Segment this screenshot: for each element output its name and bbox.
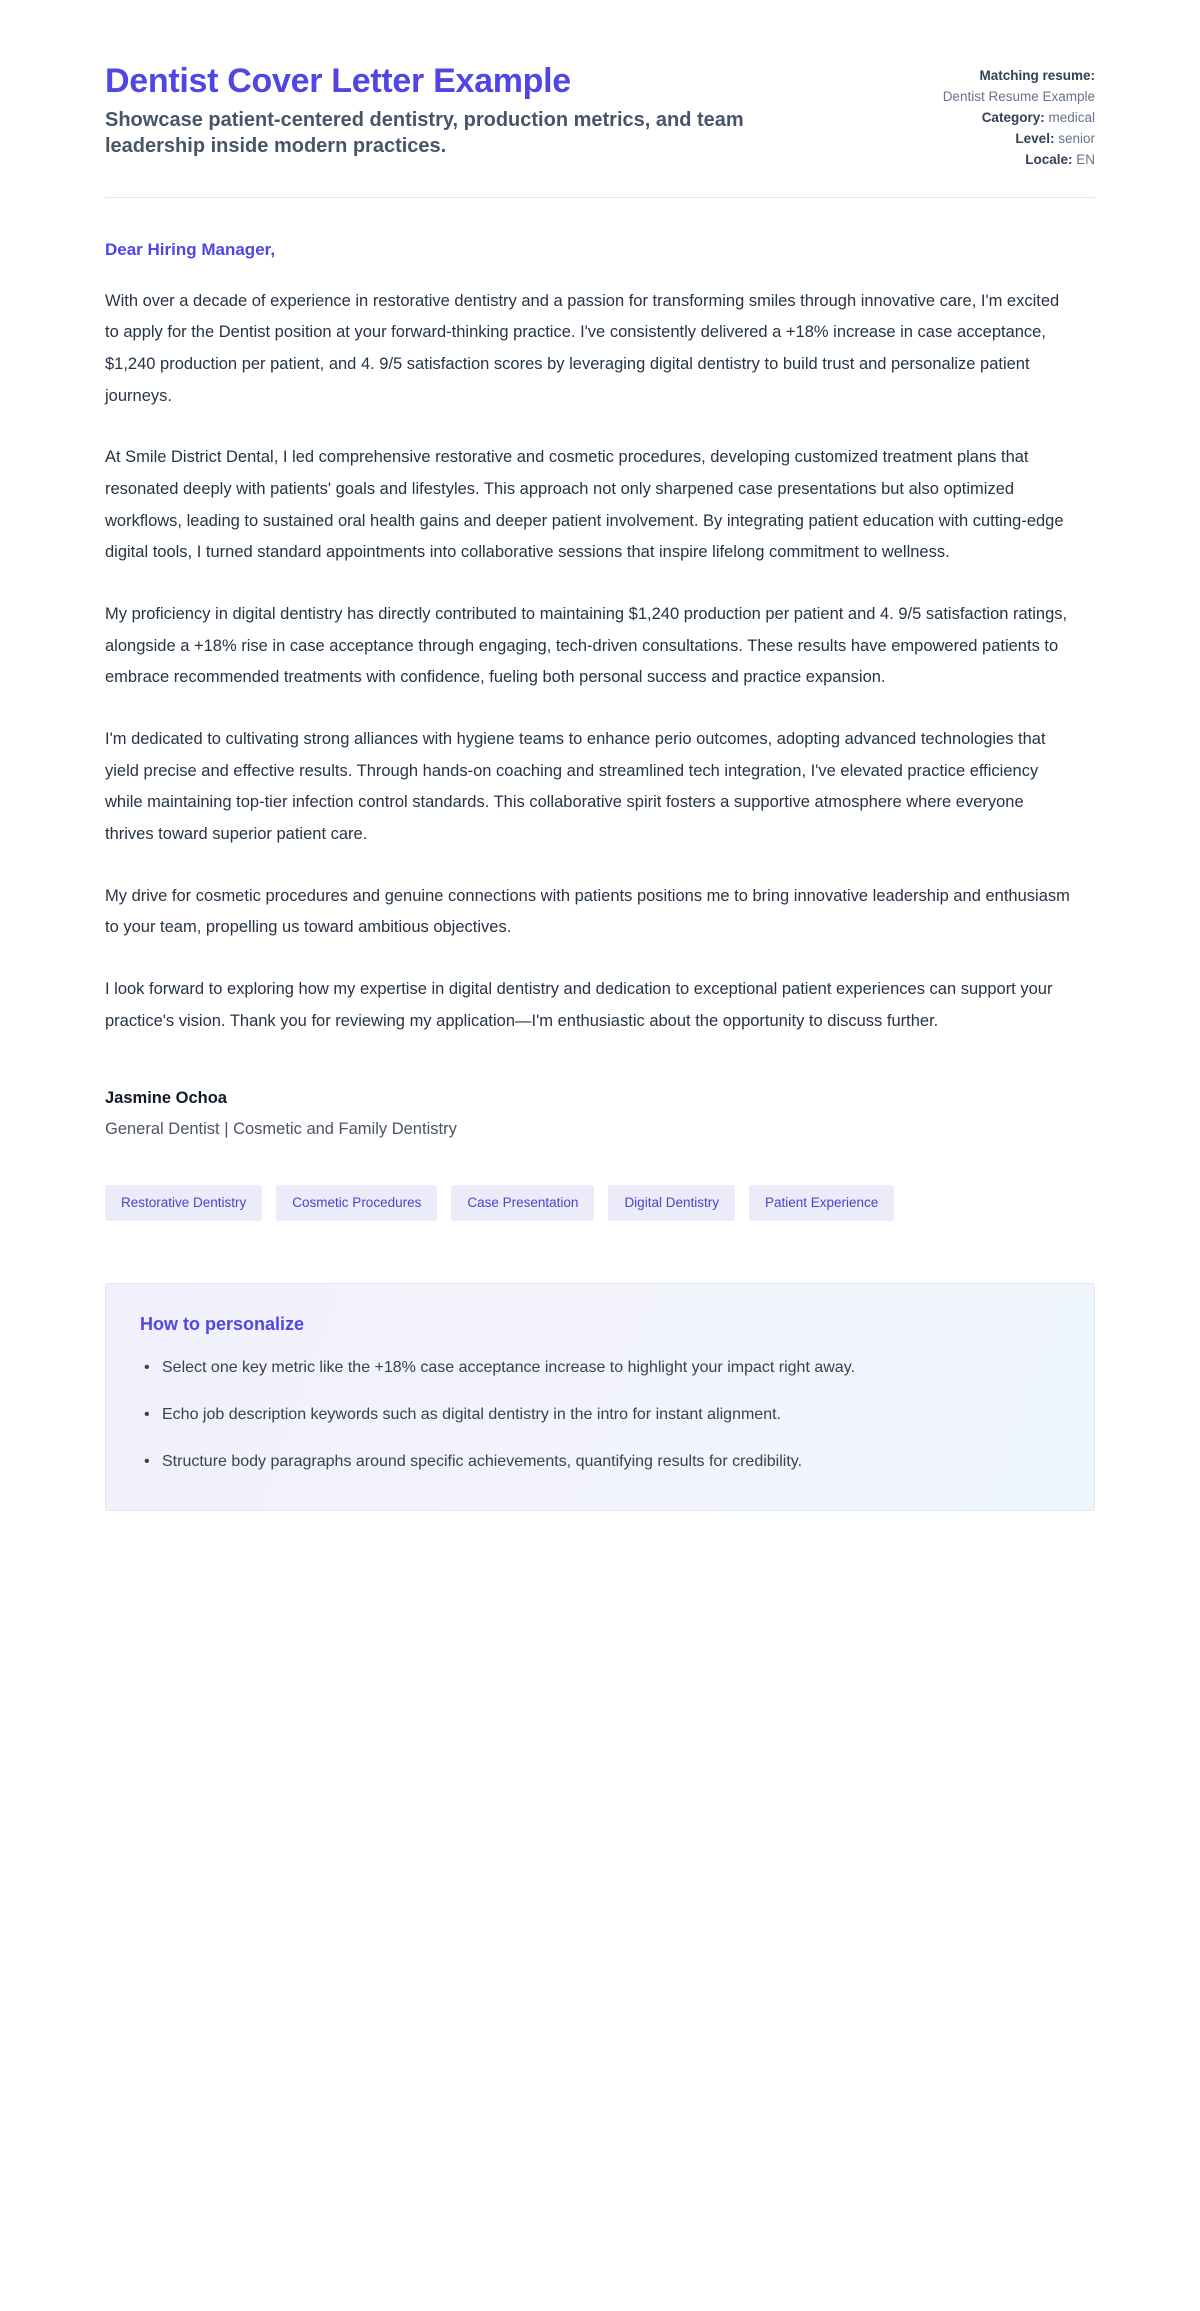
signature-block: [105, 1089, 1095, 1139]
meta-locale-value: EN: [1076, 151, 1095, 167]
letter-paragraph: My proficiency in digital dentistry has directly contributed to maintaining $1,240 production per patient and 4. 9/5 satisfaction ratings, alongside a +18% rise in case acceptance through engaging, tech-driven consultations. These results have empowered patients to embrace recommended treatments with confidence, fueling both personal success and practice expansion.: [105, 604, 1068, 687]
meta-matching-resume: [885, 66, 1095, 87]
meta-category-label: Category:: [981, 109, 1045, 125]
tag-chip[interactable]: Patient Experience: [749, 1185, 894, 1221]
signer-name: Jasmine Ochoa: [105, 1089, 227, 1108]
meta-category: [885, 108, 1095, 129]
tag-list: [105, 1185, 935, 1221]
signer-role: General Dentist | Cosmetic and Family Dentistry: [105, 1120, 457, 1139]
meta-level-value: senior: [1058, 130, 1095, 146]
letter-paragraphs: [105, 286, 1095, 1038]
document-header: [105, 44, 1095, 171]
callout-title: How to personalize: [140, 1313, 305, 1334]
page-subtitle: Showcase patient-centered dentistry, production metrics, and team leadership inside modern practices.: [105, 109, 744, 158]
meta-category-value: medical: [1048, 109, 1095, 125]
callout-list-item: • Structure body paragraphs around specific achievements, quantifying results for credibility.: [162, 1447, 1002, 1476]
callout-list-item: • Echo job description keywords such as digital dentistry in the intro for instant alignment.: [162, 1400, 1002, 1429]
letter-paragraph: I'm dedicated to cultivating strong alliances with hygiene teams to enhance perio outcomes, adopting advanced technologies that yield precise and effective results. Through hands-on coaching and streamlined tech integration, I've elevated practice efficiency while maintaining top-tier infection control standards. This collaborative spirit fosters a supportive atmosphere where everyone thrives toward superior patient care.: [105, 730, 1046, 844]
how-to-personalize-callout: [105, 1283, 1095, 1511]
meta-matching-resume-label: Matching resume:: [979, 68, 1095, 83]
meta-locale: [885, 150, 1095, 171]
meta-level-label: Level:: [1015, 130, 1055, 146]
header-title-block: [105, 62, 805, 160]
letter-paragraph: With over a decade of experience in restorative dentistry and a passion for transforming smiles through innovative care, I'm excited to apply for the Dentist position at your forward-thinking practice. I've consistently delivered a +18% increase in case acceptance, $1,240 production per patient, and 4. 9/5 satisfaction scores by leveraging digital dentistry to build trust and personalize patient journeys.: [105, 291, 1060, 405]
meta-matching-resume-value-row: [885, 87, 1095, 108]
meta-locale-label: Locale:: [1025, 151, 1073, 167]
tag-chip[interactable]: Restorative Dentistry: [105, 1185, 262, 1221]
tag-chip[interactable]: Case Presentation: [451, 1185, 594, 1221]
page-title: Dentist Cover Letter Example: [105, 62, 571, 100]
meta-level: [885, 129, 1095, 150]
callout-list: [140, 1353, 1060, 1476]
cover-letter-body: [105, 198, 1095, 1038]
tag-chip[interactable]: Digital Dentistry: [608, 1185, 735, 1221]
letter-paragraph: At Smile District Dental, I led comprehensive restorative and cosmetic procedures, developing customized treatment plans that resonated deeply with patients' goals and lifestyles. This approach not only sharpened case presentations but also optimized workflows, leading to sustained oral health gains and deeper patient involvement. By integrating patient education with cutting-edge digital tools, I turned standard appointments into collaborative sessions that inspire lifelong commitment to wellness.: [105, 448, 1064, 562]
callout-list-item: • Select one key metric like the +18% case acceptance increase to highlight your impact right away.: [162, 1353, 1002, 1382]
letter-paragraph: I look forward to exploring how my expertise in digital dentistry and dedication to exceptional patient experiences can support your practice's vision. Thank you for reviewing my application—I'm enthusiastic about the opportunity to discuss further.: [105, 980, 1053, 1030]
tag-chip[interactable]: Cosmetic Procedures: [276, 1185, 437, 1221]
salutation: Dear Hiring Manager,: [105, 239, 276, 259]
meta-matching-resume-value: Dentist Resume Example: [942, 88, 1095, 104]
letter-paragraph: My drive for cosmetic procedures and genuine connections with patients positions me to bring innovative leadership and enthusiasm to your team, propelling us toward ambitious objectives.: [105, 886, 1070, 937]
document-metadata: [885, 62, 1095, 171]
